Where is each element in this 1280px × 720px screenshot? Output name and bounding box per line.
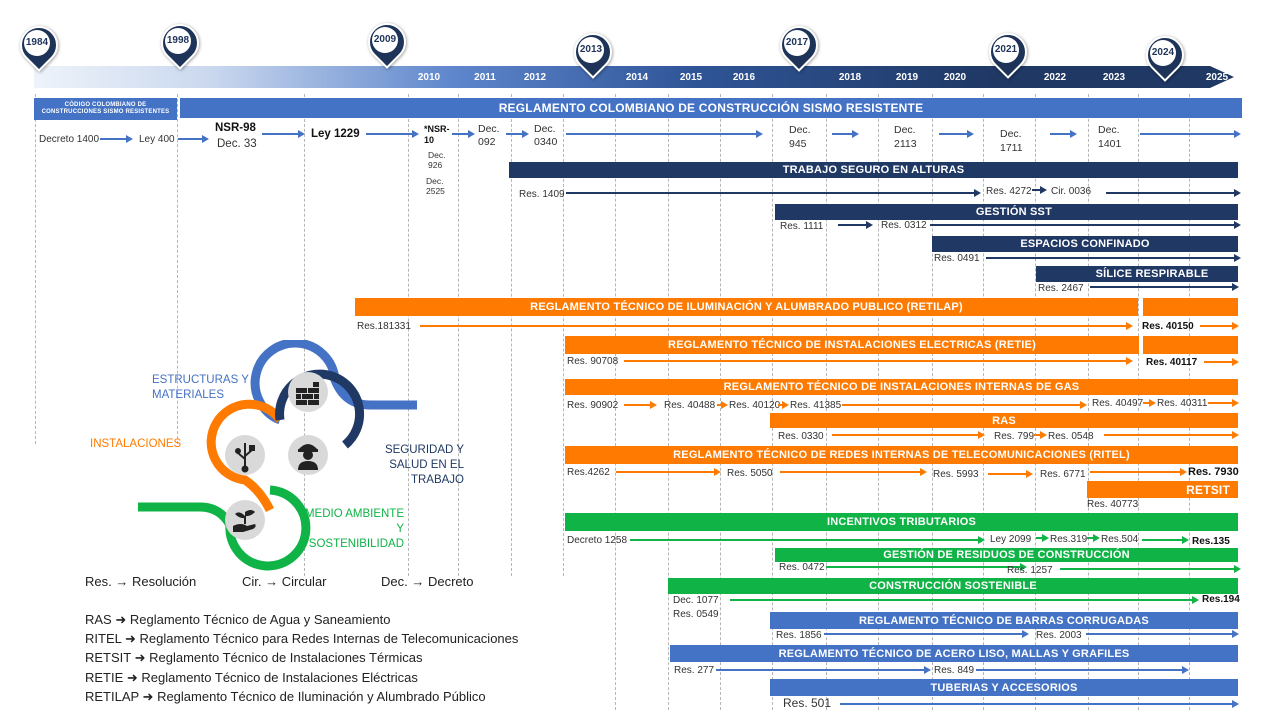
legend-ritel: RITEL ➜ Reglamento Técnico para Redes Internas de Telecomunicaciones: [85, 631, 519, 646]
label-res194: Res.194: [1202, 594, 1240, 605]
pin-year-label: 2017: [785, 37, 809, 48]
year-label: 2025: [1205, 72, 1229, 83]
pin-year-label: 2009: [373, 34, 397, 45]
label-ley400: Ley 400: [139, 134, 175, 145]
pin-year-label: 1998: [166, 35, 190, 46]
label-res40488: Res. 40488: [664, 400, 716, 411]
label-res4272: Res. 4272: [986, 186, 1032, 197]
pin-year-label: 1984: [25, 37, 49, 48]
bar-silice: SÍLICE RESPIRABLE: [1036, 266, 1238, 282]
label-res1856: Res. 1856: [776, 630, 822, 641]
legend-cir: Cir. → Circular: [242, 574, 327, 589]
bar-alturas: TRABAJO SEGURO EN ALTURAS: [509, 162, 1238, 178]
label-res4262: Res.4262: [567, 467, 610, 478]
legend-retie: RETIE ➜ Reglamento Técnico de Instalaciones Eléctricas: [85, 670, 418, 685]
label-dec1711: Dec. 1711: [1000, 128, 1023, 154]
bar-retilap: REGLAMENTO TÉCNICO DE ILUMINACIÓN Y ALUMBRADO PUBLICO (RETILAP): [355, 298, 1138, 316]
label-res90902: Res. 90902: [567, 400, 619, 411]
label-res0330: Res. 0330: [778, 431, 824, 442]
legend-dec: Dec. → Decreto: [381, 574, 474, 589]
label-dec092: Dec. 092: [478, 123, 500, 148]
bar-ritel: REGLAMENTO TÉCNICO DE REDES INTERNAS DE TELECOMUNICACIONES (RITEL): [565, 446, 1238, 464]
label-res1257: Res. 1257: [1007, 565, 1053, 576]
label-dec926: Dec. 926: [428, 150, 446, 170]
bar-acero: REGLAMENTO TÉCNICO DE ACERO LISO, MALLAS Y GRAFILES: [670, 645, 1238, 662]
bar-retilap-2: [1143, 298, 1238, 316]
year-label: 2014: [625, 72, 649, 83]
label-nsr98: NSR-98: [215, 122, 256, 134]
pin-year-label: 2021: [994, 44, 1018, 55]
label-res40120: Res. 40120: [729, 400, 781, 411]
bar-gas: REGLAMENTO TÉCNICO DE INSTALACIONES INTERNAS DE GAS: [565, 379, 1238, 395]
label-dec1401: Dec. 1401: [1098, 124, 1122, 150]
label-res6771: Res. 6771: [1040, 469, 1086, 480]
label-decreto1400: Decreto 1400: [39, 134, 100, 145]
label-cir0036: Cir. 0036: [1051, 186, 1092, 197]
label-res7930: Res. 7930: [1188, 466, 1239, 478]
bar-residuos: GESTIÓN DE RESIDUOS DE CONSTRUCCIÓN: [775, 548, 1238, 562]
label-res1409: Res. 1409: [519, 189, 565, 200]
label-res2003: Res. 2003: [1036, 630, 1082, 641]
label-nsr10: *NSR-10: [424, 124, 450, 145]
year-label: 2023: [1102, 72, 1126, 83]
pin-year-label: 2024: [1151, 47, 1175, 58]
label-dec1077: Dec. 1077: [673, 595, 719, 606]
label-res799: Res. 799: [994, 431, 1035, 442]
bar-sst: GESTIÓN SST: [775, 204, 1238, 220]
label-res0548: Res. 0548: [1048, 431, 1094, 442]
label-res40497: Res. 40497: [1092, 398, 1144, 409]
label-res1111: Res. 1111: [780, 221, 824, 232]
label-res5050: Res. 5050: [727, 468, 773, 479]
pin-year-label: 2013: [579, 44, 603, 55]
legend-res: Res. → Resolución: [85, 574, 197, 589]
label-res135: Res.135: [1192, 536, 1230, 547]
label-res504: Res.504: [1101, 534, 1139, 545]
label-res90708: Res. 90708: [567, 356, 619, 367]
label-res501: Res. 501: [783, 696, 832, 710]
bar-retie: REGLAMENTO TÉCNICO DE INSTALACIONES ELECTRICAS (RETIE): [565, 336, 1139, 354]
year-label: 2022: [1043, 72, 1067, 83]
label-ley1229: Ley 1229: [311, 128, 360, 140]
bar-ras: RAS: [770, 413, 1238, 428]
bar-nsr: REGLAMENTO COLOMBIANO DE CONSTRUCCIÓN SISMO RESISTENTE: [180, 98, 1242, 118]
bar-tuberias: TUBERIAS Y ACCESORIOS: [770, 679, 1238, 696]
label-dec33: Dec. 33: [217, 138, 257, 150]
year-gridline: [458, 94, 459, 576]
legend-retsit: RETSIT ➜ Reglamento Técnico de Instalaciones Térmicas: [85, 650, 423, 665]
label-res5993: Res. 5993: [933, 469, 979, 480]
bar-codigo: CÓDIGO COLOMBIANO DE CONSTRUCCIONES SISMO RESISTENTES: [34, 98, 177, 120]
label-res277: Res. 277: [674, 665, 715, 676]
bar-retie-2: [1143, 336, 1238, 354]
label-res40311: Res. 40311: [1157, 398, 1208, 409]
label-res0472: Res. 0472: [779, 562, 825, 573]
category-instalaciones: INSTALACIONES: [90, 438, 182, 450]
label-res0312: Res. 0312: [881, 220, 927, 231]
label-res0549: Res. 0549: [673, 609, 719, 620]
label-ley2099: Ley 2099: [990, 534, 1032, 545]
label-dec945: Dec. 945: [789, 124, 811, 150]
bar-incentivos: INCENTIVOS TRIBUTARIOS: [565, 513, 1238, 531]
label-res40150: Res. 40150: [1142, 321, 1194, 332]
label-dec0340: Dec. 0340: [534, 123, 558, 148]
year-label: 2010: [417, 72, 441, 83]
legend-retilap: RETILAP ➜ Reglamento Técnico de Iluminación y Alumbrado Público: [85, 689, 486, 704]
label-res2467: Res. 2467: [1038, 283, 1084, 294]
category-estructuras: ESTRUCTURAS Y MATERIALES: [152, 374, 249, 401]
legend-ras: RAS ➜ Reglamento Técnico de Agua y Saneamiento: [85, 612, 391, 627]
label-res319: Res.319: [1050, 534, 1088, 545]
year-label: 2015: [679, 72, 703, 83]
label-dec1258: Decreto 1258: [567, 535, 628, 546]
year-gridline: [35, 94, 36, 444]
year-label: 2018: [838, 72, 862, 83]
label-res40117: Res. 40117: [1146, 357, 1198, 368]
year-label: 2012: [523, 72, 547, 83]
year-label: 2019: [895, 72, 919, 83]
bar-barras: REGLAMENTO TÉCNICO DE BARRAS CORRUGADAS: [770, 612, 1238, 629]
year-label: 2016: [732, 72, 756, 83]
label-res41385: Res. 41385: [790, 400, 842, 411]
label-res849: Res. 849: [934, 665, 975, 676]
bar-sostenible: CONSTRUCCIÓN SOSTENIBLE: [668, 578, 1238, 594]
label-res181331: Res.181331: [357, 321, 411, 332]
year-label: 2011: [474, 72, 496, 83]
year-label: 2020: [943, 72, 967, 83]
category-ambiente: MEDIO AMBIENTE Y SOSTENIBILIDAD: [304, 508, 404, 550]
label-dec2525: Dec. 2525: [426, 176, 445, 196]
category-seguridad: SEGURIDAD Y SALUD EN EL TRABAJO: [384, 444, 464, 486]
label-res40773: Res. 40773: [1087, 499, 1139, 510]
green-swoosh: [138, 490, 306, 566]
label-dec2113: Dec. 2113: [894, 124, 917, 150]
bar-confinado: ESPACIOS CONFINADO: [932, 236, 1238, 252]
bar-retsit: RETSIT: [1087, 481, 1238, 498]
label-res0491: Res. 0491: [934, 253, 980, 264]
